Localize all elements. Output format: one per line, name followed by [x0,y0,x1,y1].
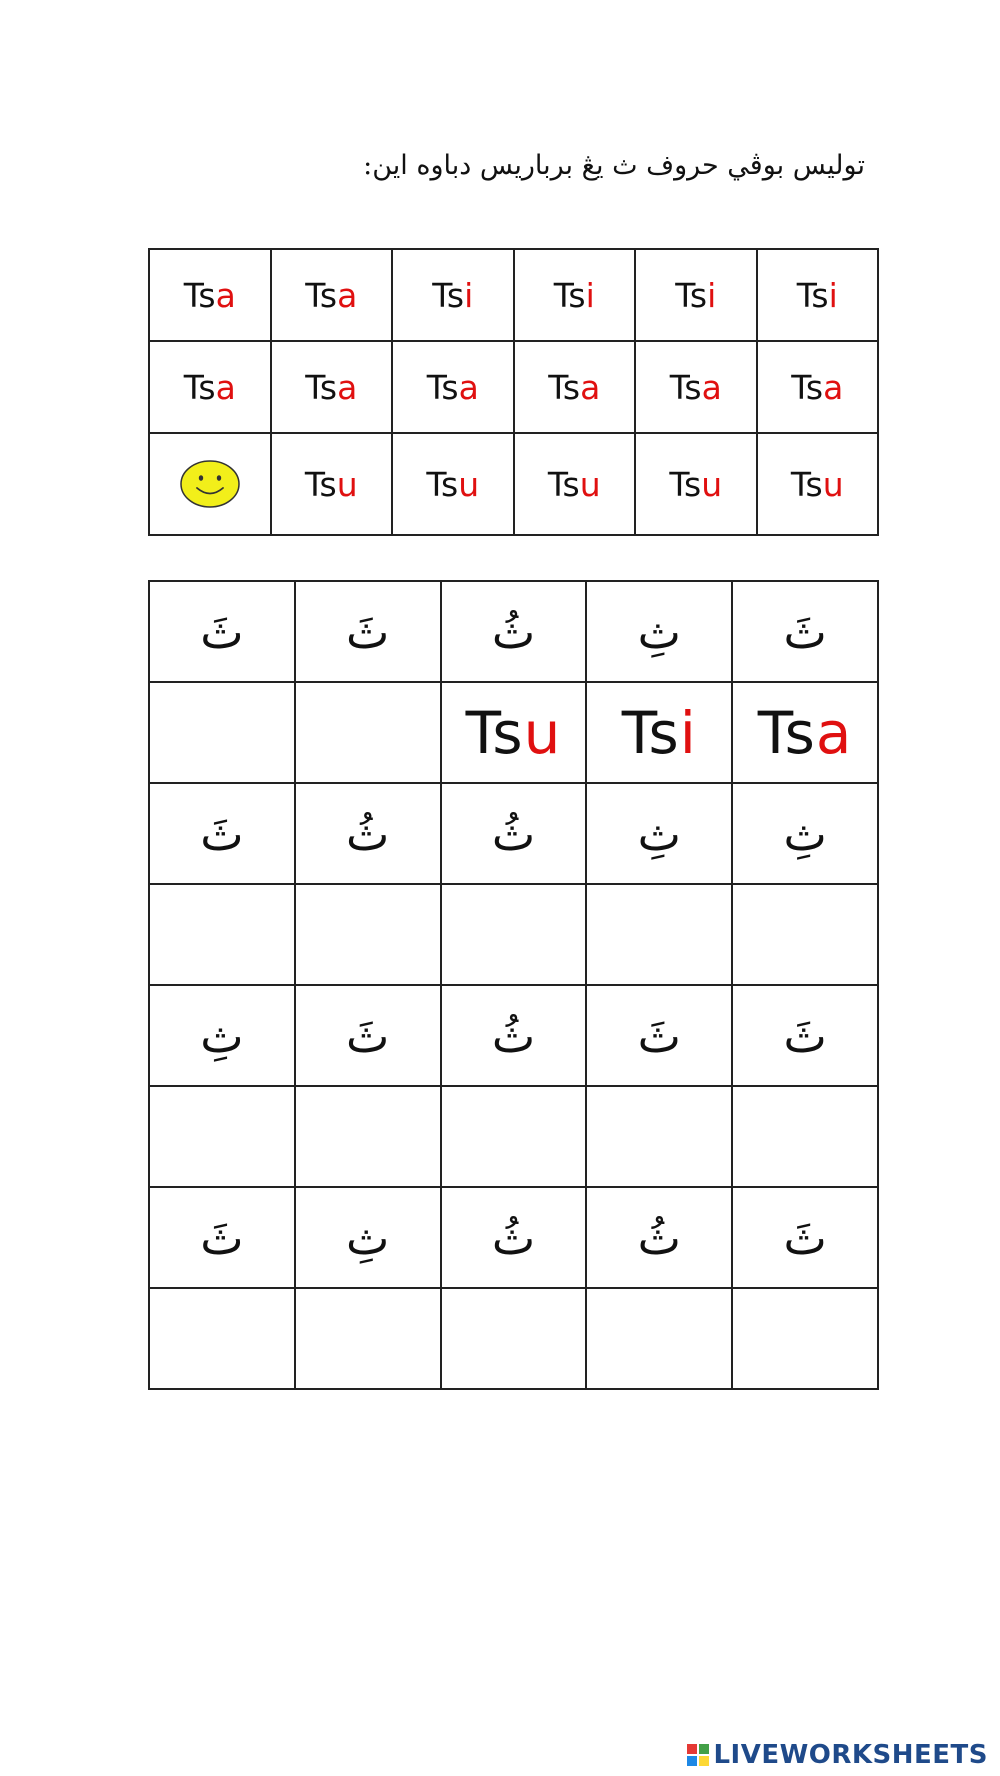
reference-cell [149,341,271,433]
answer-drop-cell[interactable] [732,682,878,783]
syllable-consonant: Ts [432,275,465,315]
answer-drop-cell[interactable] [732,1288,878,1389]
answer-drop-cell[interactable] [441,1086,587,1187]
arabic-letter: ثَ [346,604,390,659]
instruction-text: توليس بوڤي حروف ث يڠ برباريس دباوه اين: [363,150,865,181]
answer-drop-cell[interactable] [295,682,441,783]
arabic-letter-cell [149,783,295,884]
syllable-label [305,276,357,315]
answer-drop-cell[interactable] [149,1288,295,1389]
arabic-letter-cell [732,1187,878,1288]
writing-practice-table [148,580,879,1390]
arabic-letter-row [149,1187,878,1288]
arabic-letter: ثُ [346,806,390,861]
reference-cell [392,433,514,535]
answer-drop-cell[interactable] [295,884,441,985]
syllable-vowel: u [523,698,562,767]
reference-cell [635,341,757,433]
syllable-consonant: Ts [790,464,823,504]
arabic-letter-cell [732,783,878,884]
liveworksheets-logo-icon [687,1744,709,1766]
syllable-vowel: i [464,275,474,315]
answer-drop-cell[interactable] [586,884,732,985]
arabic-letter-cell [732,581,878,682]
syllable-consonant: Ts [791,367,824,407]
syllable-label [758,699,853,767]
syllable-consonant: Ts [304,464,337,504]
reference-row [149,433,878,535]
arabic-letter-row [149,985,878,1086]
answer-row [149,1086,878,1187]
arabic-letter-cell [586,581,732,682]
syllable-label [669,465,722,504]
syllable-label [797,276,838,315]
answer-drop-cell[interactable] [441,682,587,783]
arabic-letter: ثُ [491,604,536,659]
reference-cell [757,249,879,341]
answer-drop-cell[interactable] [295,1086,441,1187]
arabic-letter-cell [441,783,587,884]
arabic-letter: ثِ [783,806,827,861]
arabic-letter-cell [586,985,732,1086]
arabic-letter-cell [586,783,732,884]
syllable-consonant: Ts [426,464,459,504]
syllable-consonant: Ts [757,698,816,767]
syllable-label [675,276,716,315]
reference-cell [757,433,879,535]
liveworksheets-logo[interactable] [687,1740,988,1770]
syllable-label [670,368,722,407]
arabic-letter: ثَ [346,1008,390,1063]
syllable-consonant: Ts [305,275,338,315]
liveworksheets-brand-text: LIVEWORKSHEETS [713,1740,988,1770]
arabic-letter: ثُ [491,1008,536,1063]
answer-drop-cell[interactable] [586,682,732,783]
reference-cell [757,341,879,433]
syllable-label [548,465,601,504]
arabic-letter-cell [149,1187,295,1288]
arabic-letter-cell [149,581,295,682]
syllable-label [791,368,843,407]
arabic-letter: ثِ [200,1008,244,1063]
syllable-vowel: a [215,367,236,407]
answer-drop-cell[interactable] [295,1288,441,1389]
syllable-vowel: a [458,367,479,407]
answer-row [149,682,878,783]
answer-drop-cell[interactable] [732,1086,878,1187]
syllable-vowel: a [215,275,236,315]
syllable-reference-table [148,248,879,536]
syllable-vowel: u [458,464,480,504]
arabic-letter-row [149,581,878,682]
syllable-label [184,276,236,315]
answer-drop-cell[interactable] [149,884,295,985]
reference-row [149,249,878,341]
syllable-consonant: Ts [796,275,829,315]
syllable-vowel: i [585,275,595,315]
syllable-consonant: Ts [465,698,524,767]
syllable-vowel: a [815,698,853,767]
arabic-letter: ثَ [783,604,827,659]
answer-drop-cell[interactable] [441,1288,587,1389]
arabic-letter-cell [295,581,441,682]
arabic-letter-cell [586,1187,732,1288]
arabic-letter-cell [441,985,587,1086]
syllable-vowel: i [707,275,717,315]
arabic-letter: ثُ [491,1210,536,1265]
syllable-vowel: a [337,367,358,407]
syllable-consonant: Ts [426,367,459,407]
smiley-face-icon [179,459,241,509]
reference-cell [514,433,636,535]
reference-cell [271,249,393,341]
syllable-label [305,368,357,407]
syllable-consonant: Ts [669,464,702,504]
arabic-letter-cell [149,985,295,1086]
arabic-letter: ثَ [200,806,244,861]
syllable-consonant: Ts [183,275,216,315]
syllable-consonant: Ts [547,464,580,504]
answer-drop-cell[interactable] [586,1086,732,1187]
answer-drop-cell[interactable] [586,1288,732,1389]
reference-cell [149,249,271,341]
syllable-vowel: a [580,367,601,407]
syllable-consonant: Ts [183,367,216,407]
syllable-label [184,368,236,407]
arabic-letter: ثِ [637,806,681,861]
arabic-letter: ثِ [637,604,681,659]
syllable-vowel: u [336,464,358,504]
syllable-consonant: Ts [548,367,581,407]
syllable-label [791,465,844,504]
reference-cell [635,249,757,341]
syllable-label [427,368,479,407]
arabic-letter: ثَ [200,1210,244,1265]
arabic-letter: ثُ [637,1210,681,1265]
syllable-label [426,465,479,504]
syllable-consonant: Ts [669,367,702,407]
answer-drop-cell[interactable] [732,884,878,985]
answer-row [149,1288,878,1389]
answer-drop-cell[interactable] [149,1086,295,1187]
syllable-consonant: Ts [553,275,586,315]
arabic-letter-cell [295,1187,441,1288]
arabic-letter: ثَ [783,1008,827,1063]
syllable-consonant: Ts [305,367,338,407]
syllable-label [554,276,595,315]
syllable-label [622,699,697,767]
reference-cell [271,433,393,535]
arabic-letter-cell [441,1187,587,1288]
arabic-letter-cell [295,985,441,1086]
reference-cell [514,341,636,433]
arabic-letter: ثَ [637,1008,681,1063]
arabic-letter: ثَ [783,1210,827,1265]
syllable-vowel: i [679,698,697,767]
answer-drop-cell[interactable] [441,884,587,985]
syllable-vowel: u [579,464,601,504]
syllable-label [305,465,358,504]
syllable-label [432,276,473,315]
answer-row [149,884,878,985]
reference-cell [635,433,757,535]
arabic-letter-cell [732,985,878,1086]
syllable-vowel: a [701,367,722,407]
syllable-vowel: a [337,275,358,315]
syllable-vowel: u [701,464,723,504]
arabic-letter-row [149,783,878,884]
arabic-letter-cell [295,783,441,884]
syllable-consonant: Ts [675,275,708,315]
arabic-letter-cell [441,581,587,682]
syllable-consonant: Ts [621,698,680,767]
syllable-vowel: a [823,367,844,407]
reference-cell [392,249,514,341]
arabic-letter: ثِ [346,1210,390,1265]
reference-row [149,341,878,433]
syllable-vowel: u [822,464,844,504]
arabic-letter: ثُ [491,806,536,861]
arabic-letter: ثَ [200,604,244,659]
reference-cell [149,433,271,535]
reference-cell [271,341,393,433]
reference-cell [514,249,636,341]
answer-drop-cell[interactable] [149,682,295,783]
syllable-label [548,368,600,407]
syllable-vowel: i [828,275,838,315]
syllable-label [466,699,562,767]
reference-cell [392,341,514,433]
